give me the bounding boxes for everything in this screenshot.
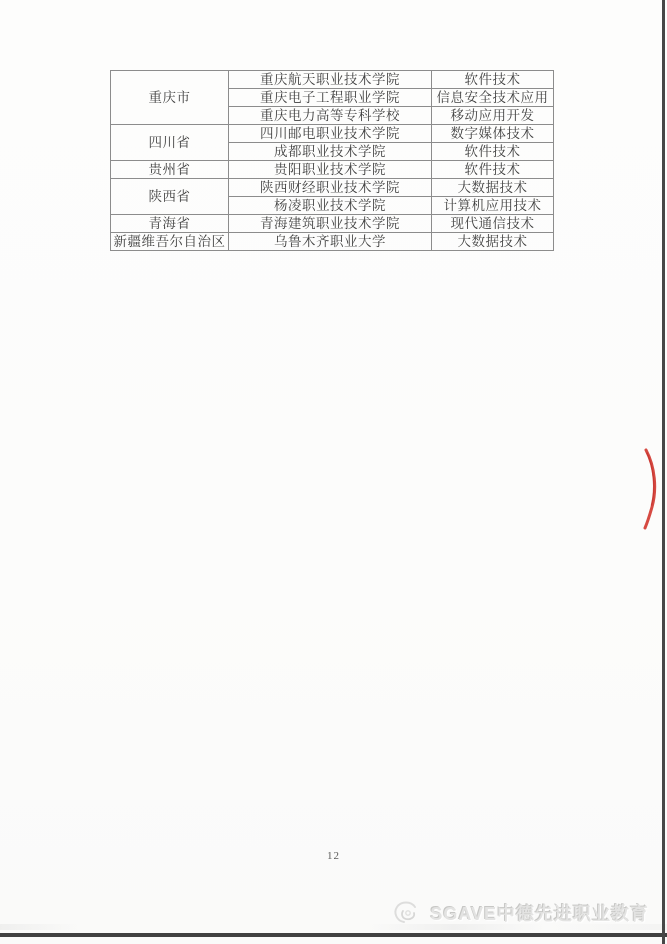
college-cell: 重庆电力高等专科学校 xyxy=(229,107,432,125)
major-cell: 移动应用开发 xyxy=(432,107,554,125)
college-cell: 贵阳职业技术学院 xyxy=(229,161,432,179)
table-row xyxy=(111,233,554,251)
college-cell: 乌鲁木齐职业大学 xyxy=(229,233,432,251)
table-row xyxy=(111,215,554,233)
table-row xyxy=(111,161,554,179)
region-cell: 陕西省 xyxy=(111,179,229,215)
college-cell: 青海建筑职业技术学院 xyxy=(229,215,432,233)
region-cell: 重庆市 xyxy=(111,71,229,125)
college-cell: 重庆航天职业技术学院 xyxy=(229,71,432,89)
college-cell: 成都职业技术学院 xyxy=(229,143,432,161)
college-cell: 杨凌职业技术学院 xyxy=(229,197,432,215)
major-cell: 大数据技术 xyxy=(432,179,554,197)
region-cell: 新疆维吾尔自治区 xyxy=(111,233,229,251)
major-cell: 现代通信技术 xyxy=(432,215,554,233)
major-cell: 软件技术 xyxy=(432,71,554,89)
major-cell: 软件技术 xyxy=(432,161,554,179)
college-cell: 陕西财经职业技术学院 xyxy=(229,179,432,197)
region-cell: 青海省 xyxy=(111,215,229,233)
scan-border-bottom xyxy=(0,933,667,937)
major-cell: 软件技术 xyxy=(432,143,554,161)
major-cell: 大数据技术 xyxy=(432,233,554,251)
region-cell: 四川省 xyxy=(111,125,229,161)
table-row xyxy=(111,71,554,89)
region-cell: 贵州省 xyxy=(111,161,229,179)
college-major-table xyxy=(110,70,553,251)
table-row xyxy=(111,125,554,143)
scan-streak-artifact xyxy=(0,924,667,930)
college-cell: 四川邮电职业技术学院 xyxy=(229,125,432,143)
scan-border-right xyxy=(662,0,665,944)
major-cell: 信息安全技术应用 xyxy=(432,89,554,107)
major-cell: 数字媒体技术 xyxy=(432,125,554,143)
major-cell: 计算机应用技术 xyxy=(432,197,554,215)
table-row xyxy=(111,179,554,197)
page-number: 12 xyxy=(327,850,340,862)
red-pen-mark xyxy=(640,447,662,531)
college-cell: 重庆电子工程职业学院 xyxy=(229,89,432,107)
footer-brand-text: SGAVE中德先进职业教育 xyxy=(430,904,649,924)
